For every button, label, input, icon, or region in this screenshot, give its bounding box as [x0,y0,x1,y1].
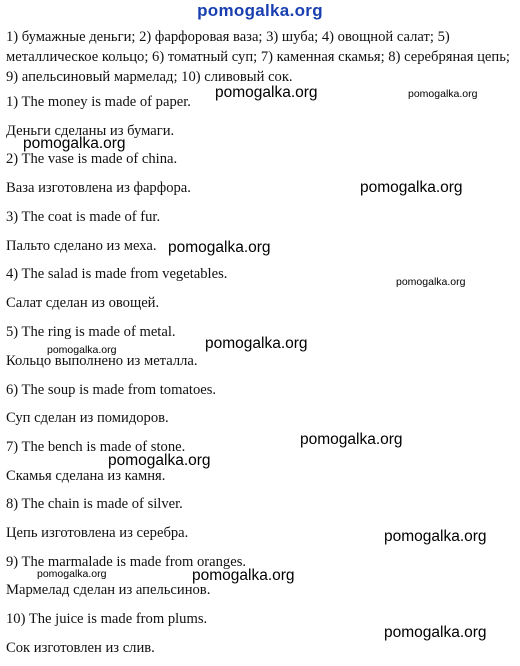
item-10-russian: Сок изготовлен из слив. [6,640,155,656]
watermark: pomogalka.org [23,135,126,152]
item-8-russian: Цепь изготовлена из серебра. [6,525,189,541]
item-5-english: 5) The ring is made of metal. [6,324,176,340]
watermark: pomogalka.org [396,276,466,288]
watermark: pomogalka.org [108,452,211,469]
watermark: pomogalka.org [205,335,308,352]
watermark: pomogalka.org [47,344,117,356]
item-4-russian: Салат сделан из овощей. [6,295,160,311]
item-6-russian: Суп сделан из помидоров. [6,410,169,426]
item-10-english: 10) The juice is made from plums. [6,611,208,627]
item-4-english: 4) The salad is made from vegetables. [6,266,228,282]
item-7-english: 7) The bench is made of stone. [6,439,186,455]
watermark: pomogalka.org [360,179,463,196]
watermark: pomogalka.org [384,624,487,641]
item-7-russian: Скамья сделана из камня. [6,468,166,484]
item-1-russian: Деньги сделаны из бумаги. [6,123,175,139]
item-1-english: 1) The money is made of paper. [6,94,191,110]
item-8-english: 8) The chain is made of silver. [6,496,183,512]
item-2-english: 2) The vase is made of china. [6,151,178,167]
watermark: pomogalka.org [408,88,478,100]
watermark: pomogalka.org [300,431,403,448]
item-9-english: 9) The marmalade is made from oranges. [6,554,247,570]
intro-answer-list: 1) бумажные деньги; 2) фарфоровая ваза; 3) шуба; 4) овощной салат; 5) металлическое кольцо; 6) томатный суп; 7) каменная скамья; 8) серебряная цепь; 9) апельсиновый мармелад; 10) сливовый сок. [6,29,510,85]
watermark: pomogalka.org [384,528,487,545]
item-6-english: 6) The soup is made from tomatoes. [6,382,217,398]
watermark: pomogalka.org [192,567,295,584]
item-3-russian: Пальто сделано из меха. [6,238,157,254]
item-2-russian: Ваза изготовлена из фарфора. [6,180,191,196]
site-header-logo[interactable]: pomogalka.org [197,1,323,20]
item-9-russian: Мармелад сделан из апельсинов. [6,582,211,598]
item-3-english: 3) The coat is made of fur. [6,209,161,225]
watermark: pomogalka.org [215,84,318,101]
watermark: pomogalka.org [168,239,271,256]
item-5-russian: Кольцо выполнено из металла. [6,353,198,369]
watermark: pomogalka.org [37,568,107,580]
